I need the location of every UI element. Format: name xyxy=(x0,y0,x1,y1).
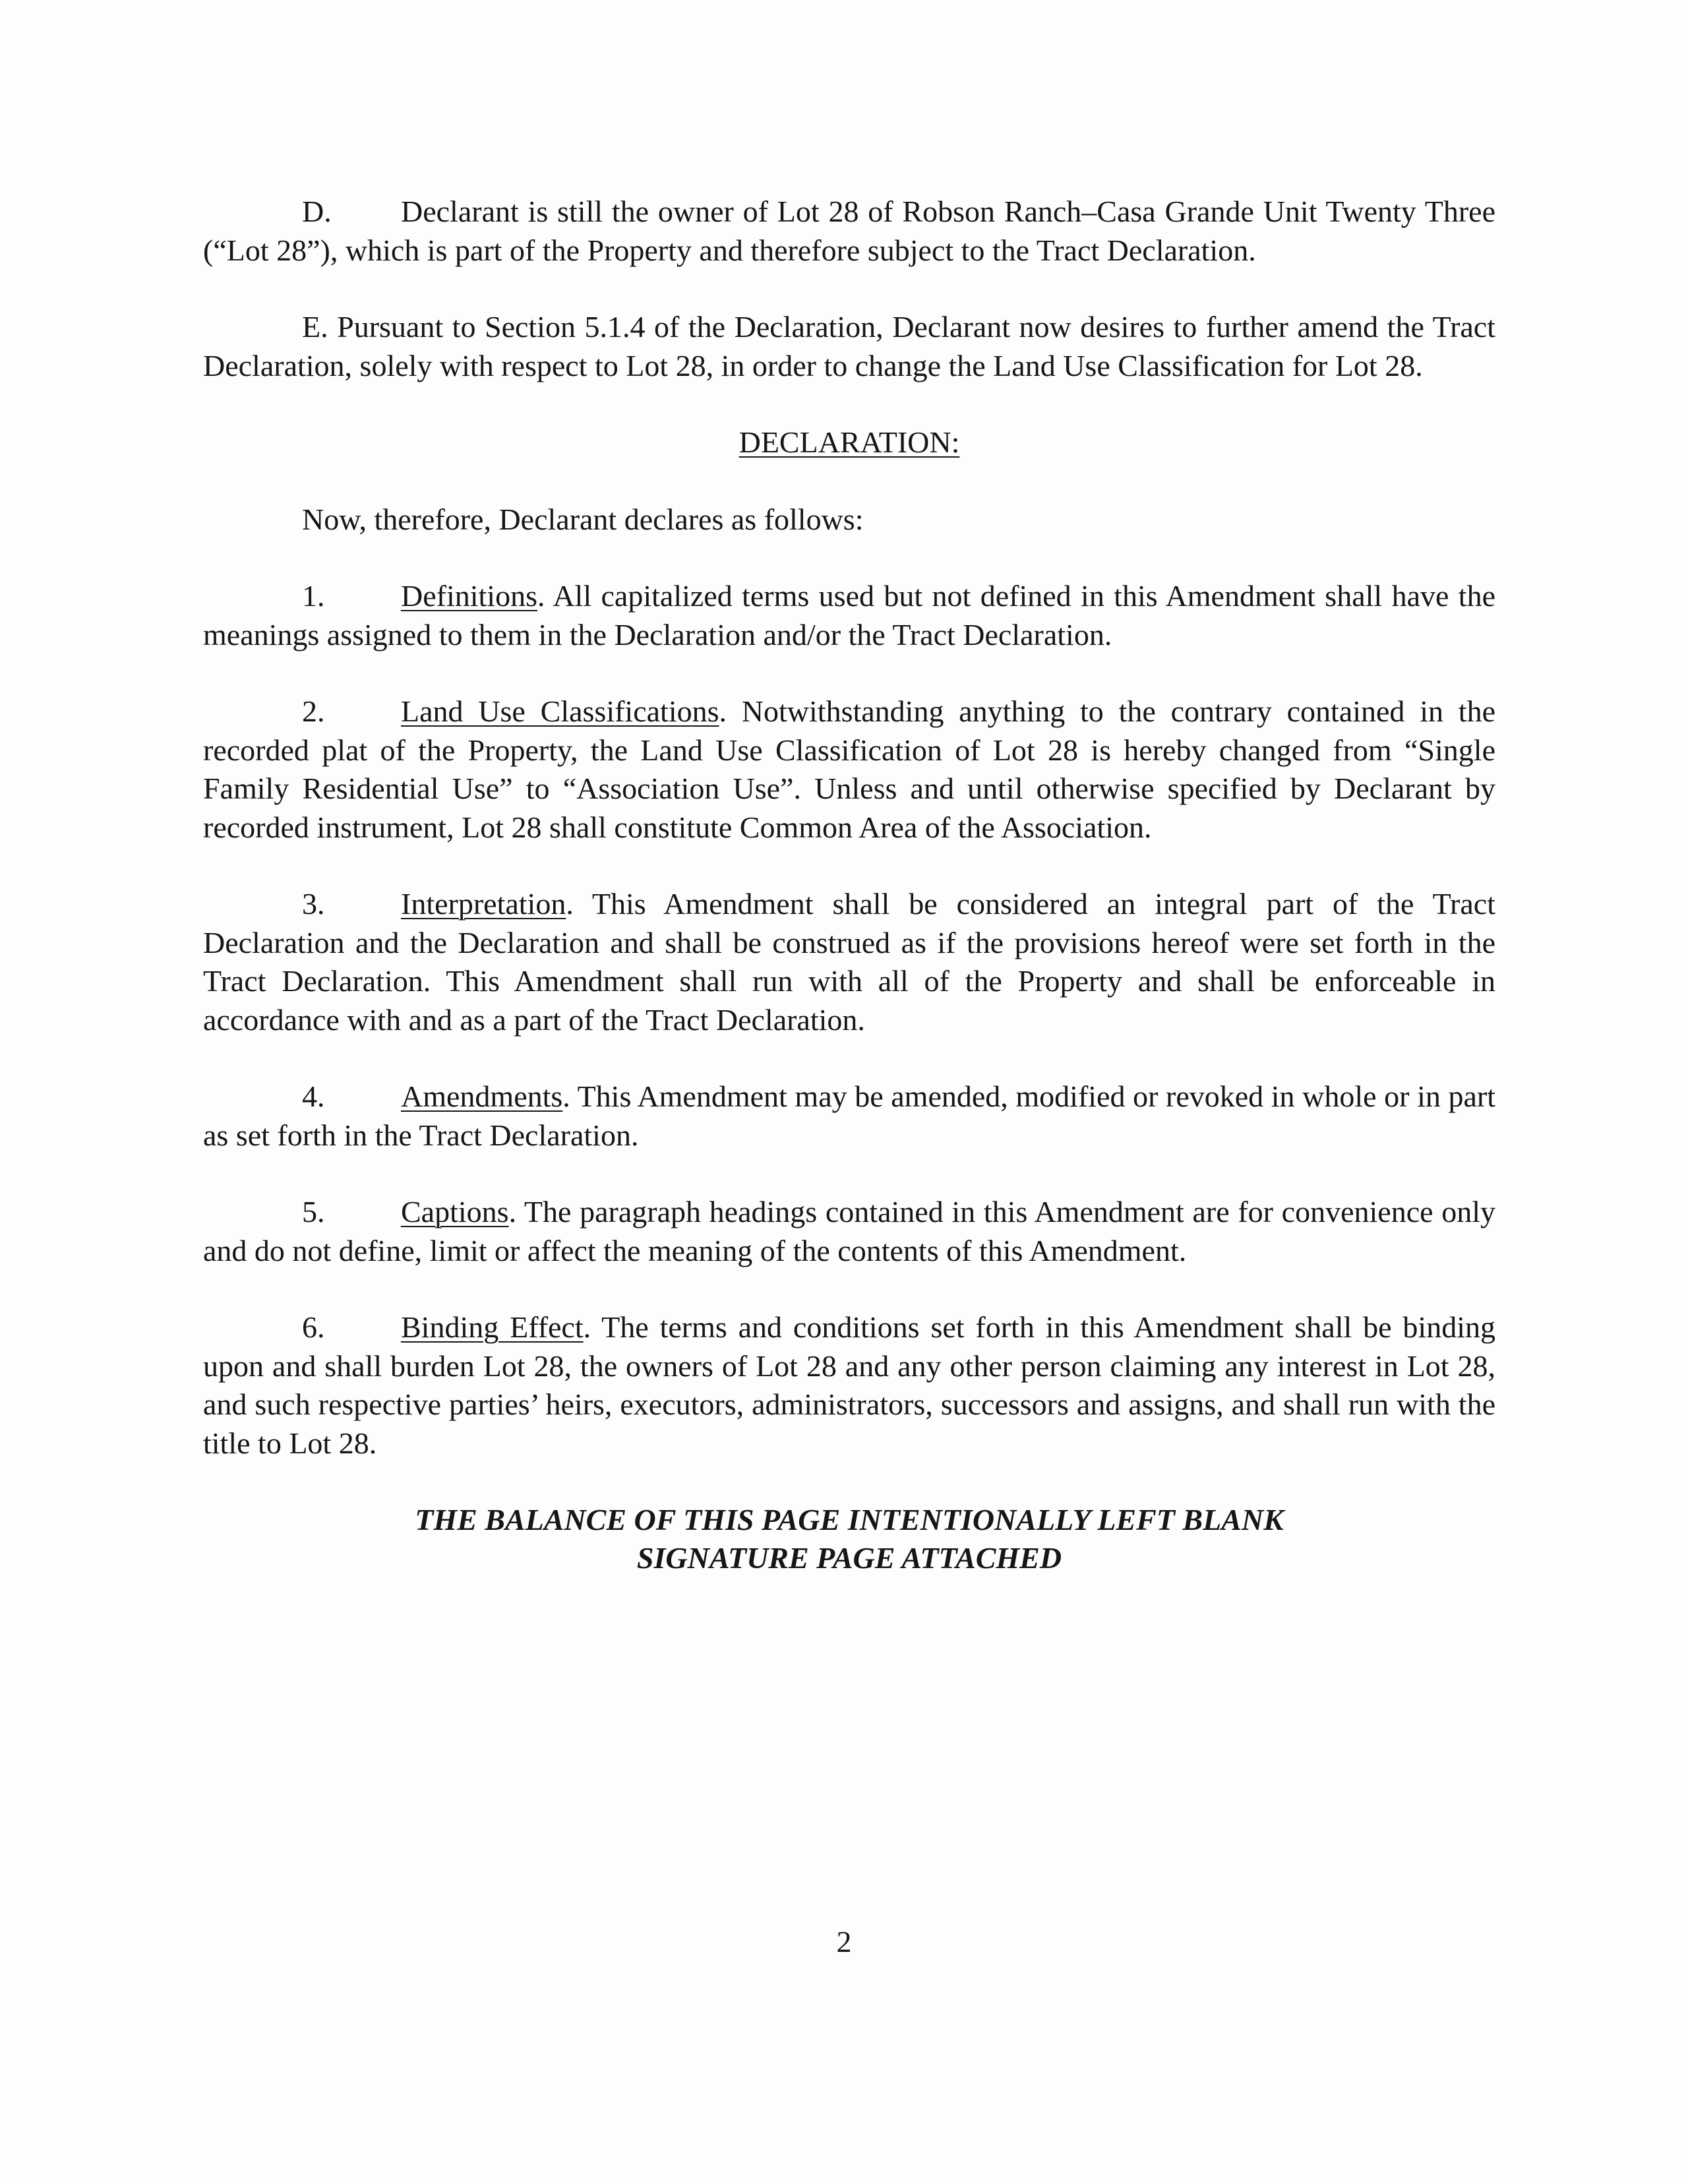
lead-in xyxy=(203,501,1495,539)
section-title: Binding Effect xyxy=(401,1310,584,1344)
recital-d-label: D. xyxy=(302,195,332,228)
section-number: 2. xyxy=(302,694,325,728)
section-text: . The terms and conditions set forth in this Amendment shall be binding upon and shall burden Lot 28, the owners of Lot 28 and any other person claiming any interest in Lot 28, and such respective parties’ heirs, executors, administrators, successors and assigns, and shall run with the title to Lot 28. xyxy=(203,1310,1495,1460)
page-number: 2 xyxy=(836,1925,852,1958)
document-body xyxy=(203,193,1495,1577)
section-4 xyxy=(203,1077,1495,1155)
section-5 xyxy=(203,1193,1495,1270)
section-title: Land Use Classifications xyxy=(401,694,719,728)
section-text: . Notwithstanding anything to the contrary contained in the recorded plat of the Property, the Land Use Classification of Lot 28 is hereby changed from “Single Family Residential Use” to “Association Use”. Unless and until otherwise specified by Declarant by recorded instrument, Lot 28 shall constitute Common Area of the Association. xyxy=(203,694,1495,844)
section-text: . This Amendment shall be considered an integral part of the Tract Declaration and the Declaration and shall be construed as if the provisions hereof were set forth in the Tract Declaration. This Amendment shall run with all of the Property and shall be enforceable in accordance with and as a part of the Tract Declaration. xyxy=(203,887,1495,1037)
section-6 xyxy=(203,1308,1495,1463)
section-2 xyxy=(203,692,1495,847)
section-number: 4. xyxy=(302,1079,325,1113)
section-1 xyxy=(203,577,1495,654)
section-number: 6. xyxy=(302,1310,325,1344)
recital-e xyxy=(203,308,1495,385)
declaration-heading-text: DECLARATION: xyxy=(738,425,960,459)
recital-e-text: E. Pursuant to Section 5.1.4 of the Declaration, Declarant now desires to further amend the Tract Declaration, solely with respect to Lot 28, in order to change the Land Use Classification for Lot 28. xyxy=(203,310,1495,382)
section-title: Captions xyxy=(401,1195,509,1228)
blank-page-notice xyxy=(203,1501,1495,1577)
notice-line-1: THE BALANCE OF THIS PAGE INTENTIONALLY LEFT BLANK xyxy=(415,1503,1284,1536)
recital-d xyxy=(203,193,1495,270)
section-number: 1. xyxy=(302,579,325,613)
section-text: . All capitalized terms used but not defined in this Amendment shall have the meanings assigned to them in the Declaration and/or the Tract Declaration. xyxy=(203,579,1495,652)
section-text: . This Amendment may be amended, modified or revoked in whole or in part as set forth in the Tract Declaration. xyxy=(203,1079,1495,1152)
declaration-heading xyxy=(203,423,1495,462)
section-title: Definitions xyxy=(401,579,537,613)
section-text: . The paragraph headings contained in this Amendment are for convenience only and do not define, limit or affect the meaning of the contents of this Amendment. xyxy=(203,1195,1495,1267)
section-3 xyxy=(203,885,1495,1039)
lead-in-text: Now, therefore, Declarant declares as follows: xyxy=(302,502,864,536)
section-number: 3. xyxy=(302,887,325,921)
section-title: Interpretation xyxy=(401,887,566,921)
recital-d-text: Declarant is still the owner of Lot 28 of Robson Ranch–Casa Grande Unit Twenty Three (“Lot 28”), which is part of the Property and therefore subject to the Tract Declaration. xyxy=(203,195,1495,267)
section-number: 5. xyxy=(302,1195,325,1228)
section-title: Amendments xyxy=(401,1079,563,1113)
notice-line-2: SIGNATURE PAGE ATTACHED xyxy=(636,1541,1062,1575)
